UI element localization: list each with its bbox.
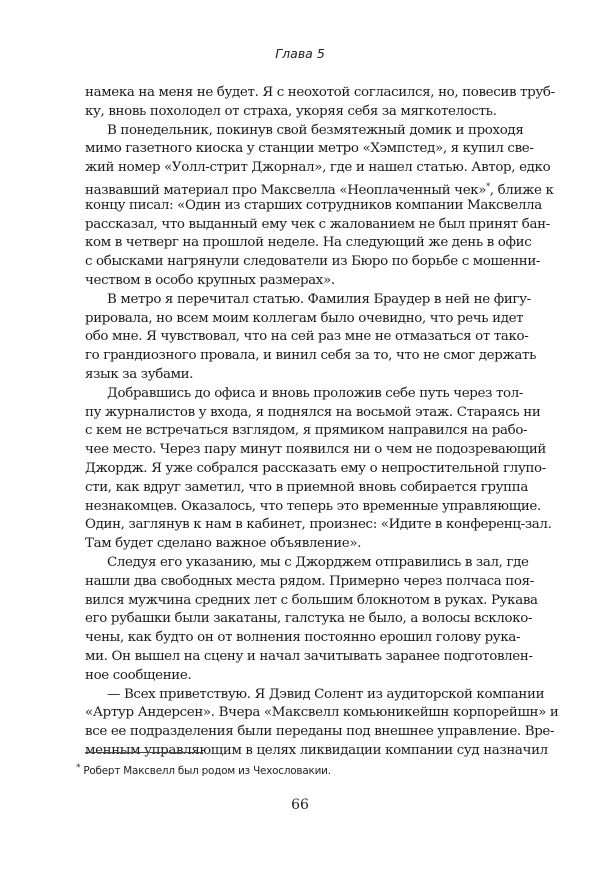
text-line-content: жий номер «Уолл-стрит Джорнал», где и нашел статью. Автор, едко [85,160,551,176]
text-line-content: Следуя его указанию, мы с Джорджем отправились в зал, где [107,554,529,570]
text-line-content: чее место. Через пару минут появился ни о чем не подозревающий [85,442,546,458]
text-line [85,686,545,705]
text-line-content: Один, заглянув к нам в кабинет, произнес: «Идите в конференц-зал. [85,517,552,533]
text-line-content: Там будет сделано важное объявление». [85,536,362,552]
text-line-content: чеством в особо крупных размерах». [85,272,335,288]
text-line [85,610,533,629]
text-line [85,554,529,573]
text-line-content: обо мне. Я чувствовал, что на сей раз мне не отмазаться от тако- [85,329,529,345]
text-line [85,723,555,742]
text-line-content: В понедельник, покинув свой безмятежный домик и проходя [107,122,524,138]
text-line [85,234,532,253]
text-line [85,404,541,423]
text-line [85,197,542,216]
text-line-content: Джордж. Я уже собрался рассказать ему о непростительной глупо- [85,460,546,476]
text-line [85,103,515,122]
text-line-content: ми. Он вышел на сцену и начал зачитывать заранее подготовлен- [85,648,533,664]
text-line-content: рассказал, что выданный ему чек с жалованием не был принят бан- [85,216,550,232]
text-line-content: пу журналистов у входа, я поднялся на восьмой этаж. Стараясь ни [85,404,541,420]
text-line-content: мимо газетного киоска у станции метро «Хэмпстед», я купил све- [85,141,534,157]
text-line [85,159,551,178]
text-line-content: сти, как вдруг заметил, что в приемной вновь собирается группа [85,479,528,495]
text-line [85,629,521,648]
text-line-content: с кем не встречаться взглядом, я прямиком направился на рабо- [85,423,528,439]
text-line-content: его рубашки были закатаны, галстука не было, а волосы всклоко- [85,611,533,627]
text-line-content: «Артур Андерсен». Вчера «Максвелл комьюникейшн корпорейшн» и [85,705,559,721]
footnote-divider [85,752,203,753]
text-line-content: рировала, но всем моим коллегам было очевидно, что речь идет [85,310,524,326]
text-line-content: язык за зубами. [85,366,194,382]
footnote-mark: * [76,763,81,773]
text-line [85,291,531,310]
text-line-content: Добравшись до офиса и вновь проложив себе путь через тол- [107,385,524,401]
text-line [85,704,559,723]
text-line [85,140,534,159]
text-line [85,516,552,535]
text-line [85,385,524,404]
text-line [85,592,538,611]
text-line [85,573,534,592]
text-line-content: В метро я перечитал статью. Фамилия Браудер в ней не фигу- [107,291,531,307]
text-line-content-after: , ближе к [489,182,554,198]
text-line [85,648,533,667]
text-line [85,328,529,347]
text-line [85,479,528,498]
text-line-content: нашли два свободных места рядом. Примерно через полчаса поя- [85,573,534,589]
page-number: 66 [291,797,309,813]
text-line [85,441,546,460]
text-line [85,178,554,198]
text-line [85,460,546,479]
text-line-content: с обысками нагрянули следователи из Бюро по борьбе с мошенни- [85,254,541,270]
text-line-content: ку, вновь похолодел от страха, укоряя себя за мягкотелость. [85,103,497,119]
footnote-text: Роберт Максвелл был родом из Чехословакии. [83,765,331,777]
footnote-reference[interactable]: * [486,181,490,191]
text-line-content: намека на меня не будет. Я с неохотой согласился, но, повесив труб- [85,85,555,100]
footnote [76,763,516,777]
running-head-chapter-title: Глава 5 [275,46,325,61]
text-line [85,84,555,103]
text-line [85,310,524,329]
text-line [85,498,541,517]
text-line [85,122,524,141]
text-line-content: — Всех приветствую. Я Дэвид Солент из аудиторской компании [107,686,545,702]
text-line [85,366,515,385]
text-line [85,422,528,441]
text-line [85,272,515,291]
text-line-content: чены, как будто он от волнения постоянно ерошил голову рука- [85,630,521,646]
text-line-content: концу писал: «Один из старших сотрудников компании Максвелла [85,197,542,213]
text-line-content: ком в четверг на прошлой неделе. На следующий же день в офис [85,235,532,251]
text-line-content: го грандиозного провала, и винил себя за то, что не смог держать [85,348,537,364]
body-text [85,84,559,761]
text-line [85,535,515,554]
text-line-content: вился мужчина средних лет с большим блокнотом в руках. Рукава [85,592,538,608]
text-line-content: незнакомцев. Оказалось, что теперь это временные управляющие. [85,498,541,514]
text-line [85,667,515,686]
text-line [85,347,537,366]
text-line [85,216,550,235]
text-line [85,253,541,272]
text-line-content: менным управляющим в целях ликвидации компании суд назначил [85,742,548,758]
text-line-content: все ее подразделения были переданы под внешнее управление. Вре- [85,724,555,740]
text-line-content: назвавший материал про Максвелла «Неоплаченный чек» [85,182,487,198]
text-line-content: ное сообщение. [85,667,192,683]
